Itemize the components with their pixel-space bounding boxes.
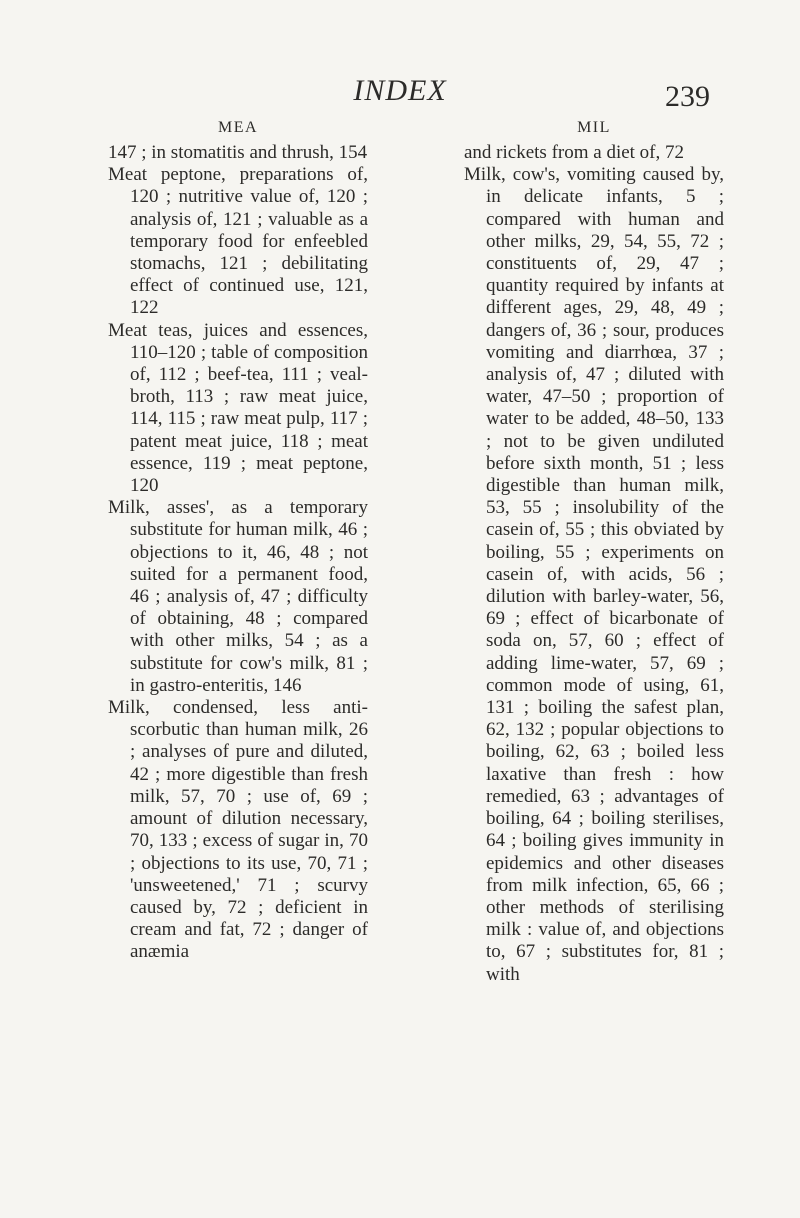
left-catchword: MEA <box>217 119 259 136</box>
left-column <box>108 116 368 964</box>
index-entry: and rickets from a diet of, 72 <box>464 142 685 163</box>
index-entry: Meat teas, juices and essences, 110–120 ; table of composition of, 112 ; beef-tea, 111 ; veal-broth, 113 ; raw meat juice, 114, 115 ; raw meat pulp, 117 ; patent meat juice, 118 ; meat essence, 119 ; meat peptone, 120 <box>108 319 368 497</box>
running-head: INDEX <box>353 74 447 107</box>
index-entry: Milk, asses', as a temporary substitute for human milk, 46 ; objections to it, 46, 48 ; not suited for a permanent food, 46 ; analysis of, 47 ; difficulty of obtaining, 48 ; compared with other milks, 54 ; as a substitute for cow's milk, 81 ; in gastro-enteritis, 146 <box>108 497 368 696</box>
right-column <box>464 116 724 986</box>
page-number: 239 <box>665 80 710 113</box>
index-entry: Milk, cow's, vomiting caused by, in delicate infants, 5 ; compared with human and other milks, 29, 54, 55, 72 ; constituents of, 29, 47 ; quantity required by infants at different ages, 29, 48, 49 ; dangers of, 36 ; sour, produces vomiting and diarrhœa, 37 ; analysis of, 47 ; diluted with water, 47–50 ; proportion of water to be added, 48–50, 133 ; not to be given undiluted before sixth month, 51 ; less digestible than human milk, 53, 55 ; insolubility of the casein of, 55 ; this obviated by boiling, 55 ; experiments on casein of, with acids, 56 ; dilution with barley-water, 56, 69 ; effect of bicarbonate of soda on, 57, 60 ; effect of adding lime-water, 57, 69 ; common mode of using, 61, 131 ; boiling the safest plan, 62, 132 ; popular objections to boiling, 62, 63 ; boiled less laxative than fresh : how remedied, 63 ; advantages of boiling, 64 ; boiling sterilises, 64 ; boiling gives immunity in epidemics and other diseases from milk infection, 65, 66 ; other methods of sterilising milk : value of, and objections to, 67 ; substitutes for, 81 ; with <box>464 164 724 985</box>
index-entry: Milk, condensed, less anti-scorbutic than human milk, 26 ; analyses of pure and diluted, 42 ; more digestible than fresh milk, 57, 70 ; use of, 69 ; amount of dilution necessary, 70, 133 ; excess of sugar in, 70 ; objections to its use, 70, 71 ; 'unsweetened,' 71 ; scurvy caused by, 72 ; deficient in cream and fat, 72 ; danger of anæmia <box>108 697 368 963</box>
index-entry: Meat peptone, preparations of, 120 ; nutritive value of, 120 ; analysis of, 121 ; valuable as a temporary food for enfeebled stomachs, 121 ; debilitating effect of continued use, 121, 122 <box>108 164 368 319</box>
right-catchword: MIL <box>577 119 611 136</box>
index-entry: 147 ; in stomatitis and thrush, 154 <box>108 142 368 163</box>
